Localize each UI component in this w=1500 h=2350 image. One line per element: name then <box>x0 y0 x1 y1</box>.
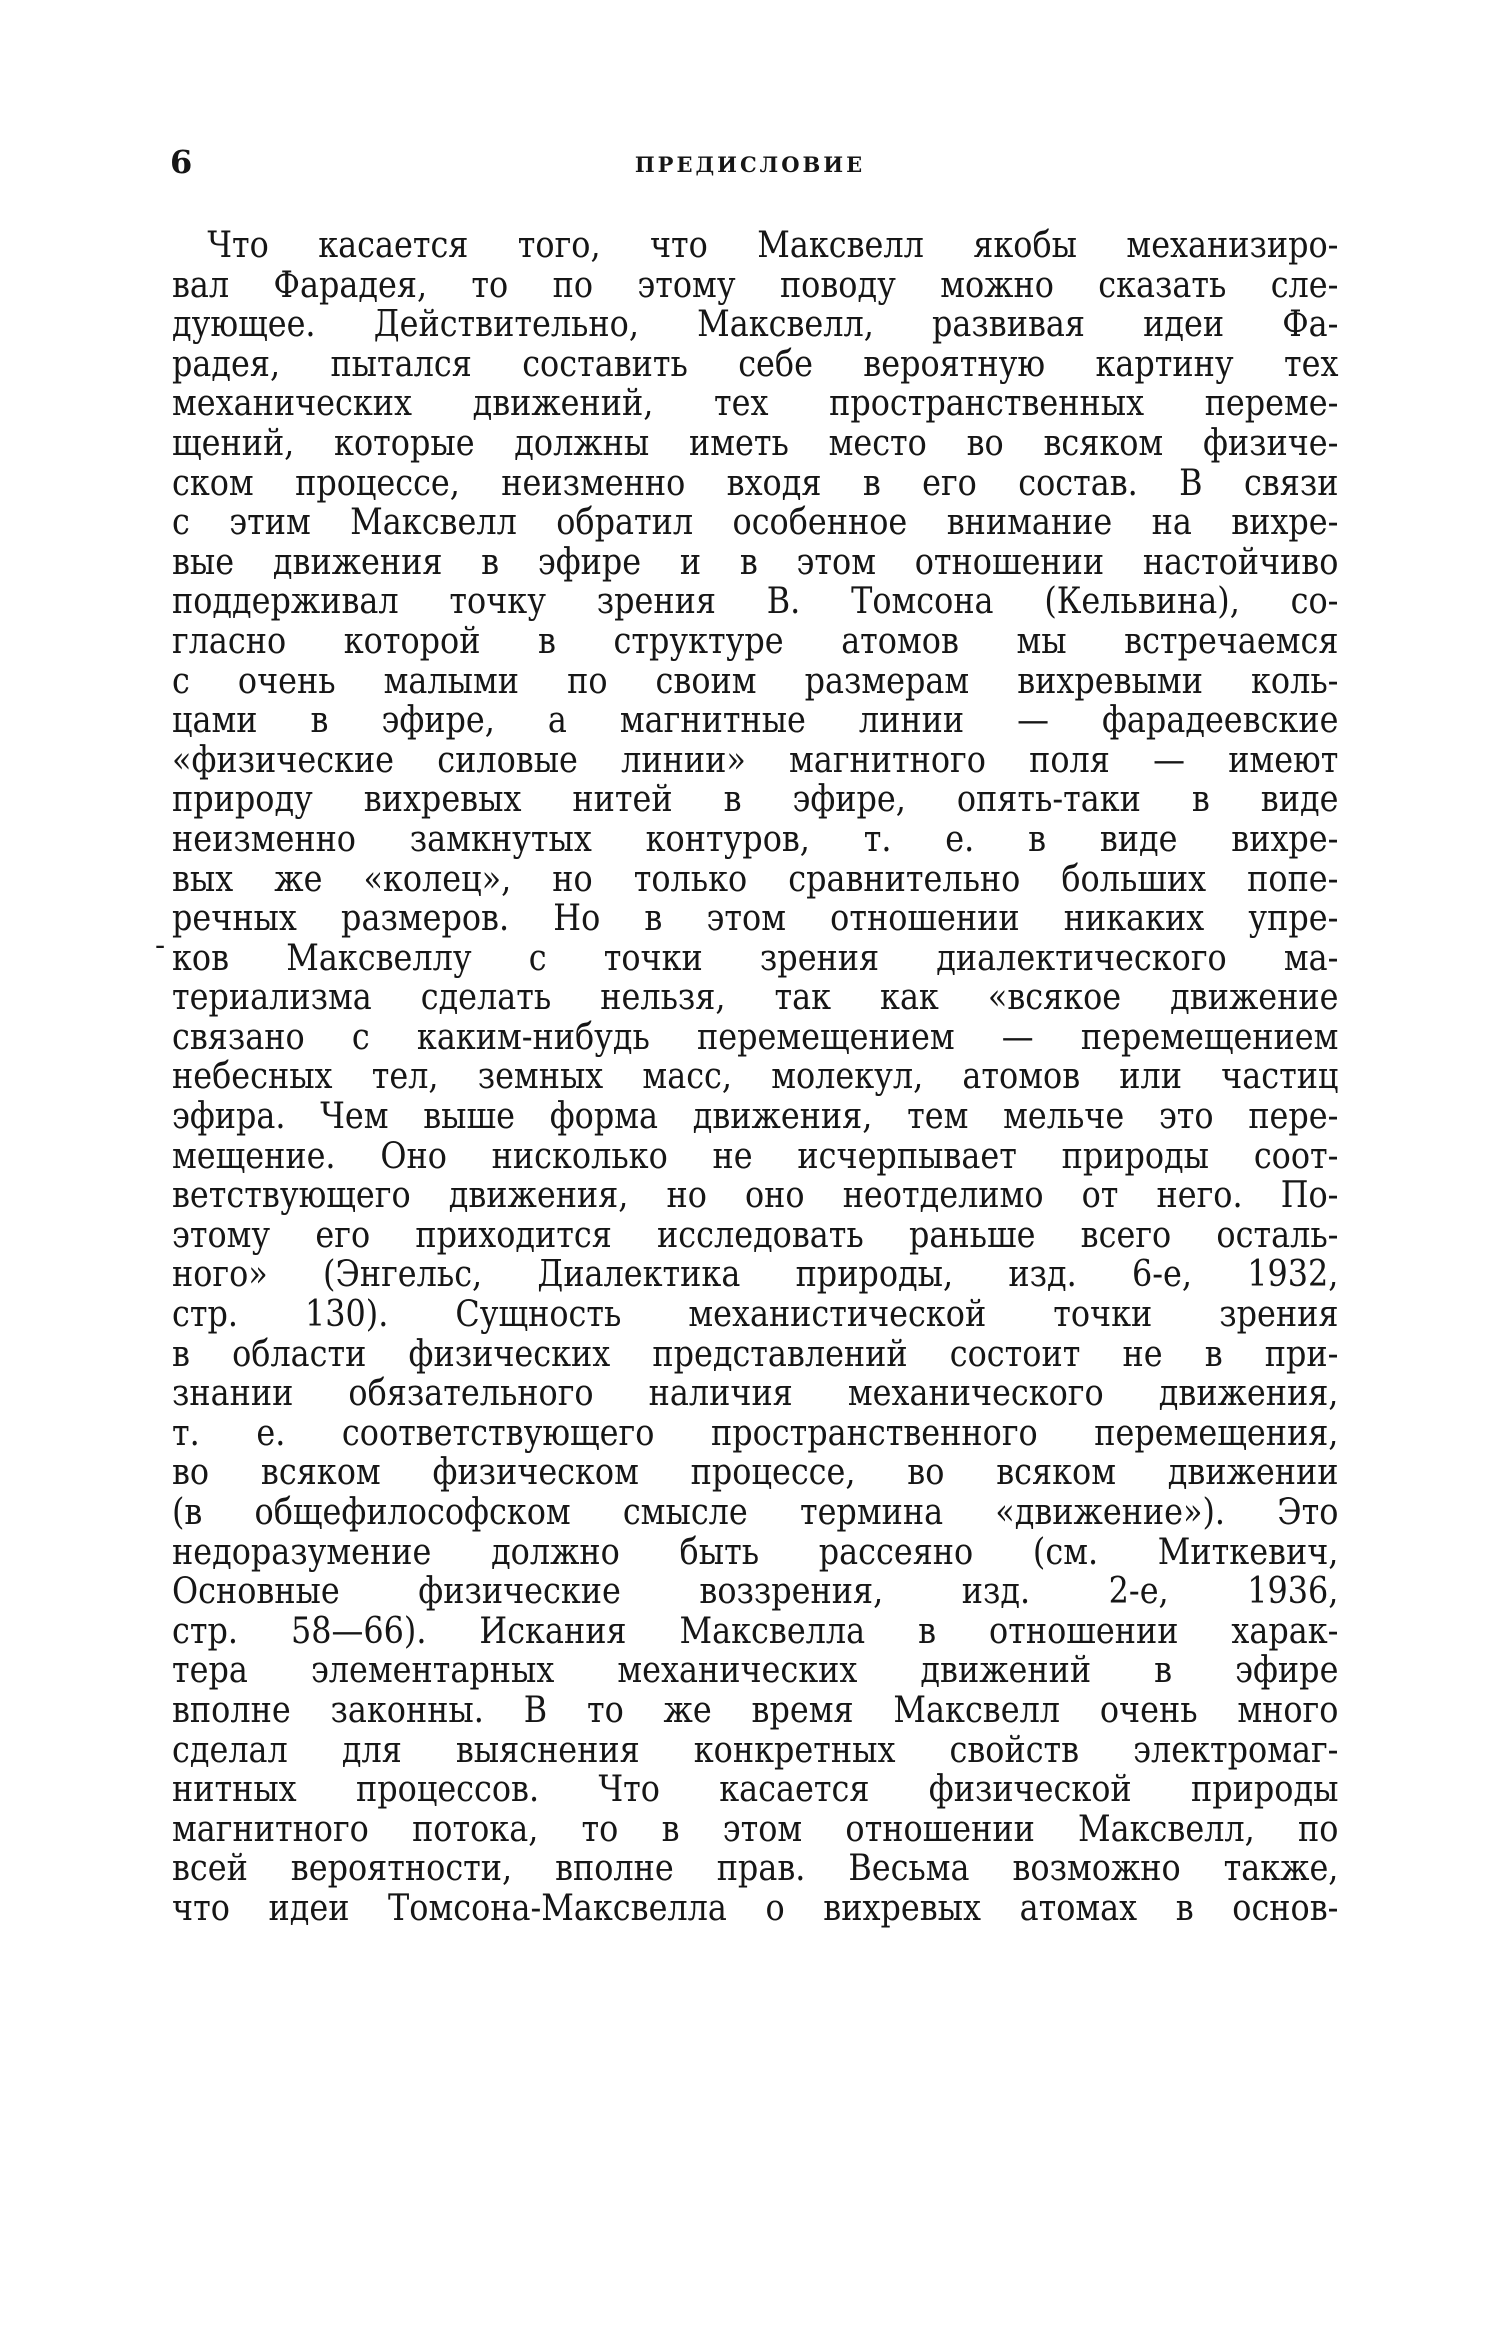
text-line: ском процессе, неизменно входя в его состав. В связи <box>172 462 1339 504</box>
text-line: мещение. Оно нисколько не исчерпывает природы соот- <box>172 1135 1339 1177</box>
text-line: щений, которые должны иметь место во всяком физиче- <box>172 422 1339 464</box>
text-line: связано с каким-нибудь перемещением — перемещением <box>172 1016 1339 1058</box>
text-line: с очень малыми по своим размерам вихревыми коль- <box>172 660 1339 702</box>
text-line: этому его приходится исследовать раньше всего осталь- <box>172 1214 1339 1256</box>
text-line: вполне законны. В то же время Максвелл очень много <box>172 1689 1339 1731</box>
text-line: недоразумение должно быть рассеяно (см. Миткевич, <box>172 1531 1339 1573</box>
text-line: небесных тел, земных масс, молекул, атомов или частиц <box>172 1056 1339 1098</box>
text-line: стр. 130). Сущность механистической точки зрения <box>172 1294 1339 1336</box>
text-line: стр. 58—66). Искания Максвелла в отношении харак- <box>172 1610 1339 1652</box>
text-line: эфира. Чем выше форма движения, тем мельче это пере- <box>172 1096 1339 1138</box>
text-line: т. е. соответствующего пространственного перемещения, <box>172 1412 1339 1454</box>
text-line: во всяком физическом процессе, во всяком движении <box>172 1452 1339 1494</box>
text-line: в области физических представлений состоит не в при- <box>172 1333 1339 1375</box>
text-line: цами в эфире, а магнитные линии — фарадеевские <box>172 700 1339 742</box>
text-line: вых же «колец», но только сравнительно больших попе- <box>172 858 1339 900</box>
text-line: Что касается того, что Максвелл якобы механизиро- <box>207 225 1339 266</box>
text-line: природу вихревых нитей в эфире, опять-таки в виде <box>172 779 1339 821</box>
text-line: ков Максвеллу с точки зрения диалектического ма- <box>172 937 1339 979</box>
text-line: механических движений, тех пространственных переме- <box>172 383 1339 425</box>
text-line: ветствующего движения, но оно неотделимо от него. По- <box>172 1175 1339 1217</box>
page-number: 6 <box>170 143 193 181</box>
text-line: вал Фарадея, то по этому поводу можно сказать сле- <box>172 264 1339 306</box>
text-line: тера элементарных механических движений в эфире <box>172 1650 1339 1692</box>
text-line: териализма сделать нельзя, так как «всякое движение <box>172 977 1339 1019</box>
text-line: всей вероятности, вполне прав. Весьма возможно также, <box>172 1848 1339 1890</box>
text-line: (в общефилософском смысле термина «движение»). Это <box>172 1492 1339 1533</box>
text-line: с этим Максвелл обратил особенное внимание на вихре- <box>172 502 1339 544</box>
text-line: поддерживал точку зрения В. Томсона (Кельвина), со- <box>172 581 1339 623</box>
text-line: дующее. Действительно, Максвелл, развивая идеи Фа- <box>172 304 1339 346</box>
body-paragraph <box>172 226 1338 1929</box>
text-line: Основные физические воззрения, изд. 2-е, 1936, <box>172 1571 1339 1613</box>
running-title: ПРЕДИСЛОВИЕ <box>634 152 866 177</box>
text-line: вые движения в эфире и в этом отношении настойчиво <box>172 541 1339 583</box>
margin-mark: - <box>155 928 166 963</box>
text-line: гласно которой в структуре атомов мы встречаемся <box>172 620 1339 662</box>
text-line: знании обязательного наличия механического движения, <box>172 1373 1339 1415</box>
text-line: ного» (Энгельс, Диалектика природы, изд. 6-е, 1932, <box>172 1254 1339 1296</box>
text-line: нитных процессов. Что касается физической природы <box>172 1769 1339 1811</box>
text-line: магнитного потока, то в этом отношении Максвелл, по <box>172 1808 1339 1850</box>
text-line: речных размеров. Но в этом отношении никаких упре- <box>172 898 1339 940</box>
text-line: что идеи Томсона-Максвелла о вихревых атомах в основ- <box>172 1887 1339 1929</box>
text-line: радея, пытался составить себе вероятную картину тех <box>172 343 1339 385</box>
text-line: неизменно замкнутых контуров, т. е. в виде вихре- <box>172 818 1339 860</box>
text-line: «физические силовые линии» магнитного поля — имеют <box>172 739 1339 781</box>
text-line: сделал для выяснения конкретных свойств электромаг- <box>172 1729 1339 1771</box>
